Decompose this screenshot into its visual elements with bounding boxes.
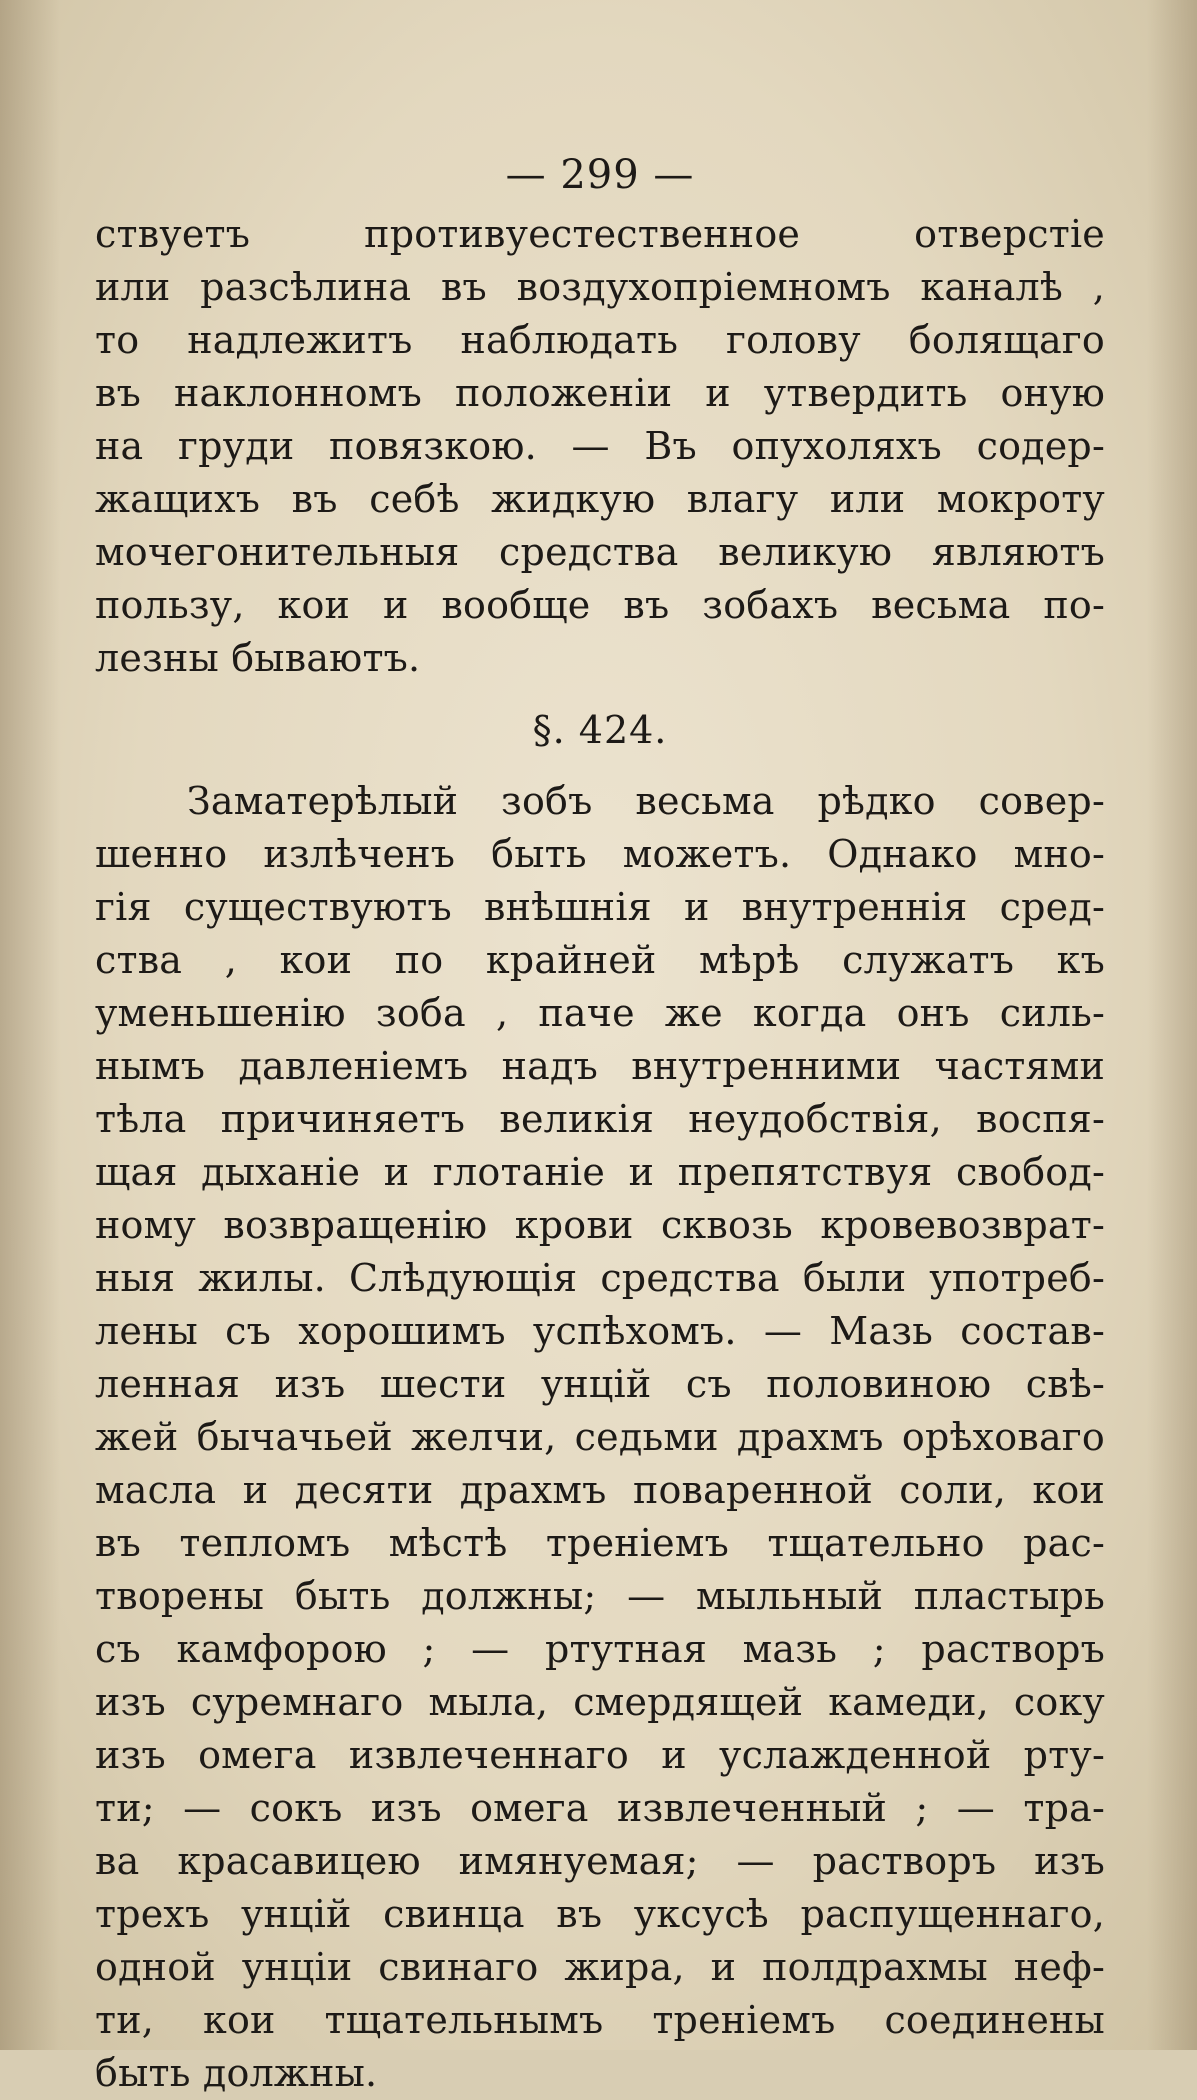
text-line: шенно излѣченъ быть можетъ. Однако мно-	[95, 832, 1105, 876]
text-line: пользу, кои и вообще въ зобахъ весьма по-	[95, 583, 1105, 627]
text-line: быть должны.	[95, 2051, 378, 2095]
text-line: масла и десяти драхмъ поваренной соли, кои	[95, 1468, 1105, 1512]
text-line: ва красавицею имянуемая; — растворъ изъ	[95, 1839, 1105, 1883]
text-line: творены быть должны; — мыльный пластырь	[95, 1574, 1105, 1618]
text-line: ти; — сокъ изъ омега извлеченный ; — тра-	[95, 1786, 1105, 1830]
text-line: жей бычачьей желчи, седьми драхмъ орѣховаго	[95, 1415, 1105, 1459]
section-heading: §. 424.	[532, 708, 668, 752]
text-line: изъ омега извлеченнаго и услажденной рту-	[95, 1733, 1105, 1777]
text-line: нымъ давленіемъ надъ внутренними частями	[95, 1044, 1105, 1088]
text-line: съ камфорою ; — ртутная мазь ; растворъ	[95, 1627, 1105, 1671]
text-line: лены съ хорошимъ успѣхомъ. — Мазь состав-	[95, 1309, 1105, 1353]
text-line: щая дыханіе и глотаніе и препятствуя свобод-	[95, 1150, 1105, 1194]
text-line: уменьшенію зоба , паче же когда онъ силь-	[95, 991, 1105, 1035]
page-number: — 299 —	[505, 152, 695, 198]
text-line: въ тепломъ мѣстѣ треніемъ тщательно рас-	[95, 1521, 1105, 1565]
paragraph-section-424	[95, 775, 1105, 2100]
text-line: гія существуютъ внѣшнія и внутреннія сред-	[95, 885, 1105, 929]
text-line: ленная изъ шести унцій съ половиною свѣ-	[95, 1362, 1105, 1406]
text-line: на груди повязкою. — Въ опухоляхъ содер-	[95, 424, 1105, 468]
text-line: трехъ унцій свинца въ уксусѣ распущеннаго,	[95, 1892, 1105, 1936]
text-line: ному возвращенію крови сквозь кровевозврат-	[95, 1203, 1105, 1247]
text-line: то надлежитъ наблюдать голову болящаго	[95, 318, 1105, 362]
text-line: ти, кои тщательнымъ треніемъ соединены	[95, 1998, 1105, 2042]
text-line: или разсѣлина въ воздухопріемномъ каналѣ ,	[95, 265, 1105, 309]
text-line: изъ суремнаго мыла, смердящей камеди, соку	[95, 1680, 1105, 1724]
text-line: ства , кои по крайней мѣрѣ служатъ къ	[95, 938, 1105, 982]
text-line: Заматерѣлый зобъ весьма рѣдко совер-	[187, 779, 1105, 823]
text-line: лезны бываютъ.	[95, 636, 421, 680]
text-line: жащихъ въ себѣ жидкую влагу или мокроту	[95, 477, 1105, 521]
text-line: одной унціи свинаго жира, и полдрахмы неф-	[95, 1945, 1105, 1989]
text-line: тѣла причиняетъ великія неудобствія, воспя-	[95, 1097, 1105, 1141]
page-edge-shadow-right	[1147, 0, 1197, 2050]
text-line: ствуетъ противуестественное отверстіе	[95, 212, 1105, 256]
paragraph-continued	[95, 208, 1105, 685]
text-line: въ наклонномъ положеніи и утвердить оную	[95, 371, 1105, 415]
page-text-block	[95, 150, 1105, 2100]
page-edge-shadow-left	[0, 0, 60, 2050]
text-line: мочегонительныя средства великую являютъ	[95, 530, 1105, 574]
text-line: ныя жилы. Слѣдующія средства были употреб-	[95, 1256, 1105, 1300]
